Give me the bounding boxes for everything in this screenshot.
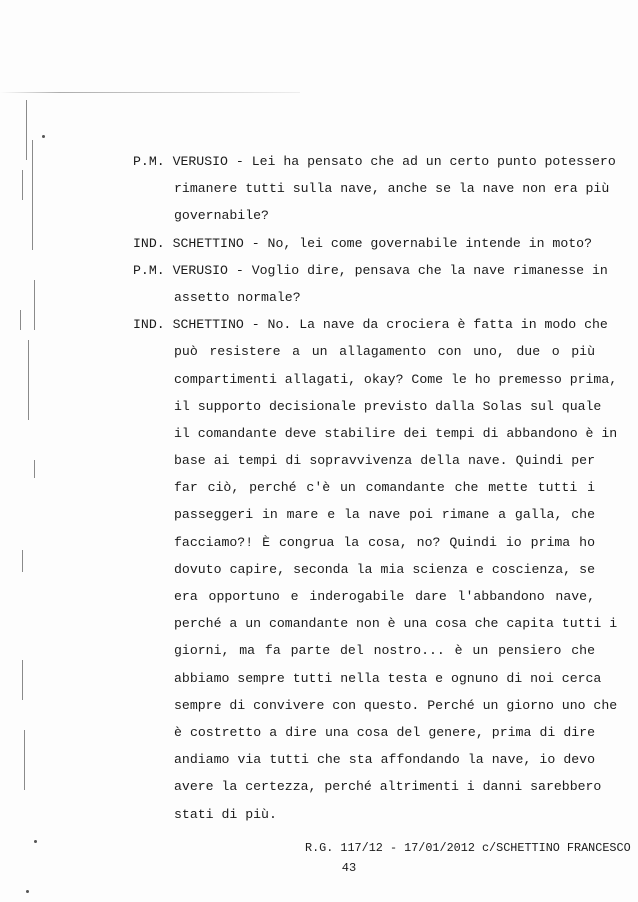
transcript-line: perché a un comandante non è una cosa che capita tutti i — [174, 616, 618, 632]
transcript-line: rimanere tutti sulla nave, anche se la nave non era più — [174, 181, 610, 197]
transcript-line: facciamo?! È congrua la cosa, no? Quindi io prima ho — [174, 534, 595, 550]
transcript-line: far ciò, perché c'è un comandante che mette tutti i — [174, 480, 595, 496]
transcript-line: governabile? — [174, 208, 269, 224]
transcript-line: assetto normale? — [174, 289, 301, 305]
page-number: 43 — [341, 861, 357, 875]
transcript-line: stati di più. — [174, 806, 277, 822]
transcript-line: dovuto capire, seconda la mia scienza e coscienza, se — [174, 561, 595, 577]
transcript-entry — [133, 230, 595, 257]
transcript-line: P.M. VERUSIO - Voglio dire, pensava che la nave rimanesse in — [133, 262, 608, 278]
transcript-line: era opportuno e inderogabile dare l'abbandono nave, — [174, 589, 595, 604]
transcript-line: P.M. VERUSIO - Lei ha pensato che ad un certo punto potessero — [133, 154, 616, 169]
footer-reference: R.G. 117/12 - 17/01/2012 c/SCHETTINO FRANCESCO — [305, 841, 631, 855]
transcript-line: base ai tempi di sopravvivenza della nave. Quindi per — [174, 453, 595, 469]
transcript-line: IND. SCHETTINO - No, lei come governabile intende in moto? — [133, 235, 592, 251]
transcript-line: abbiamo sempre tutti nella testa e ognuno di noi cerca — [174, 670, 602, 686]
transcript-entry — [133, 311, 618, 828]
transcript-line: andiamo via tutti che sta affondando la nave, io devo — [174, 752, 595, 768]
transcript-line: il comandante deve stabilire dei tempi di abbandono è in — [174, 425, 618, 441]
transcript-body — [133, 148, 618, 828]
transcript-line: giorni, ma fa parte del nostro... è un pensiero che — [174, 643, 595, 659]
transcript-line: passeggeri in mare e la nave poi rimane a galla, che — [174, 507, 595, 523]
transcript-line: IND. SCHETTINO - No. La nave da crociera è fatta in modo che — [133, 317, 608, 333]
scan-margin-marks — [14, 80, 44, 900]
scan-artifact-line — [0, 92, 300, 93]
transcript-entry — [133, 257, 608, 311]
transcript-entry — [133, 148, 616, 230]
transcript-line: il supporto decisionale previsto dalla Solas sul quale — [174, 398, 602, 414]
transcript-line: è costretto a dire una cosa del genere, prima di dire — [174, 724, 595, 740]
transcript-line: avere la certezza, perché altrimenti i danni sarebbero — [174, 779, 602, 795]
transcript-line: compartimenti allagati, okay? Come le ho premesso prima, — [174, 371, 618, 387]
transcript-line: sempre di convivere con questo. Perché un giorno uno che — [174, 697, 618, 713]
transcript-line: può resistere a un allagamento con uno, due o più — [174, 344, 595, 360]
